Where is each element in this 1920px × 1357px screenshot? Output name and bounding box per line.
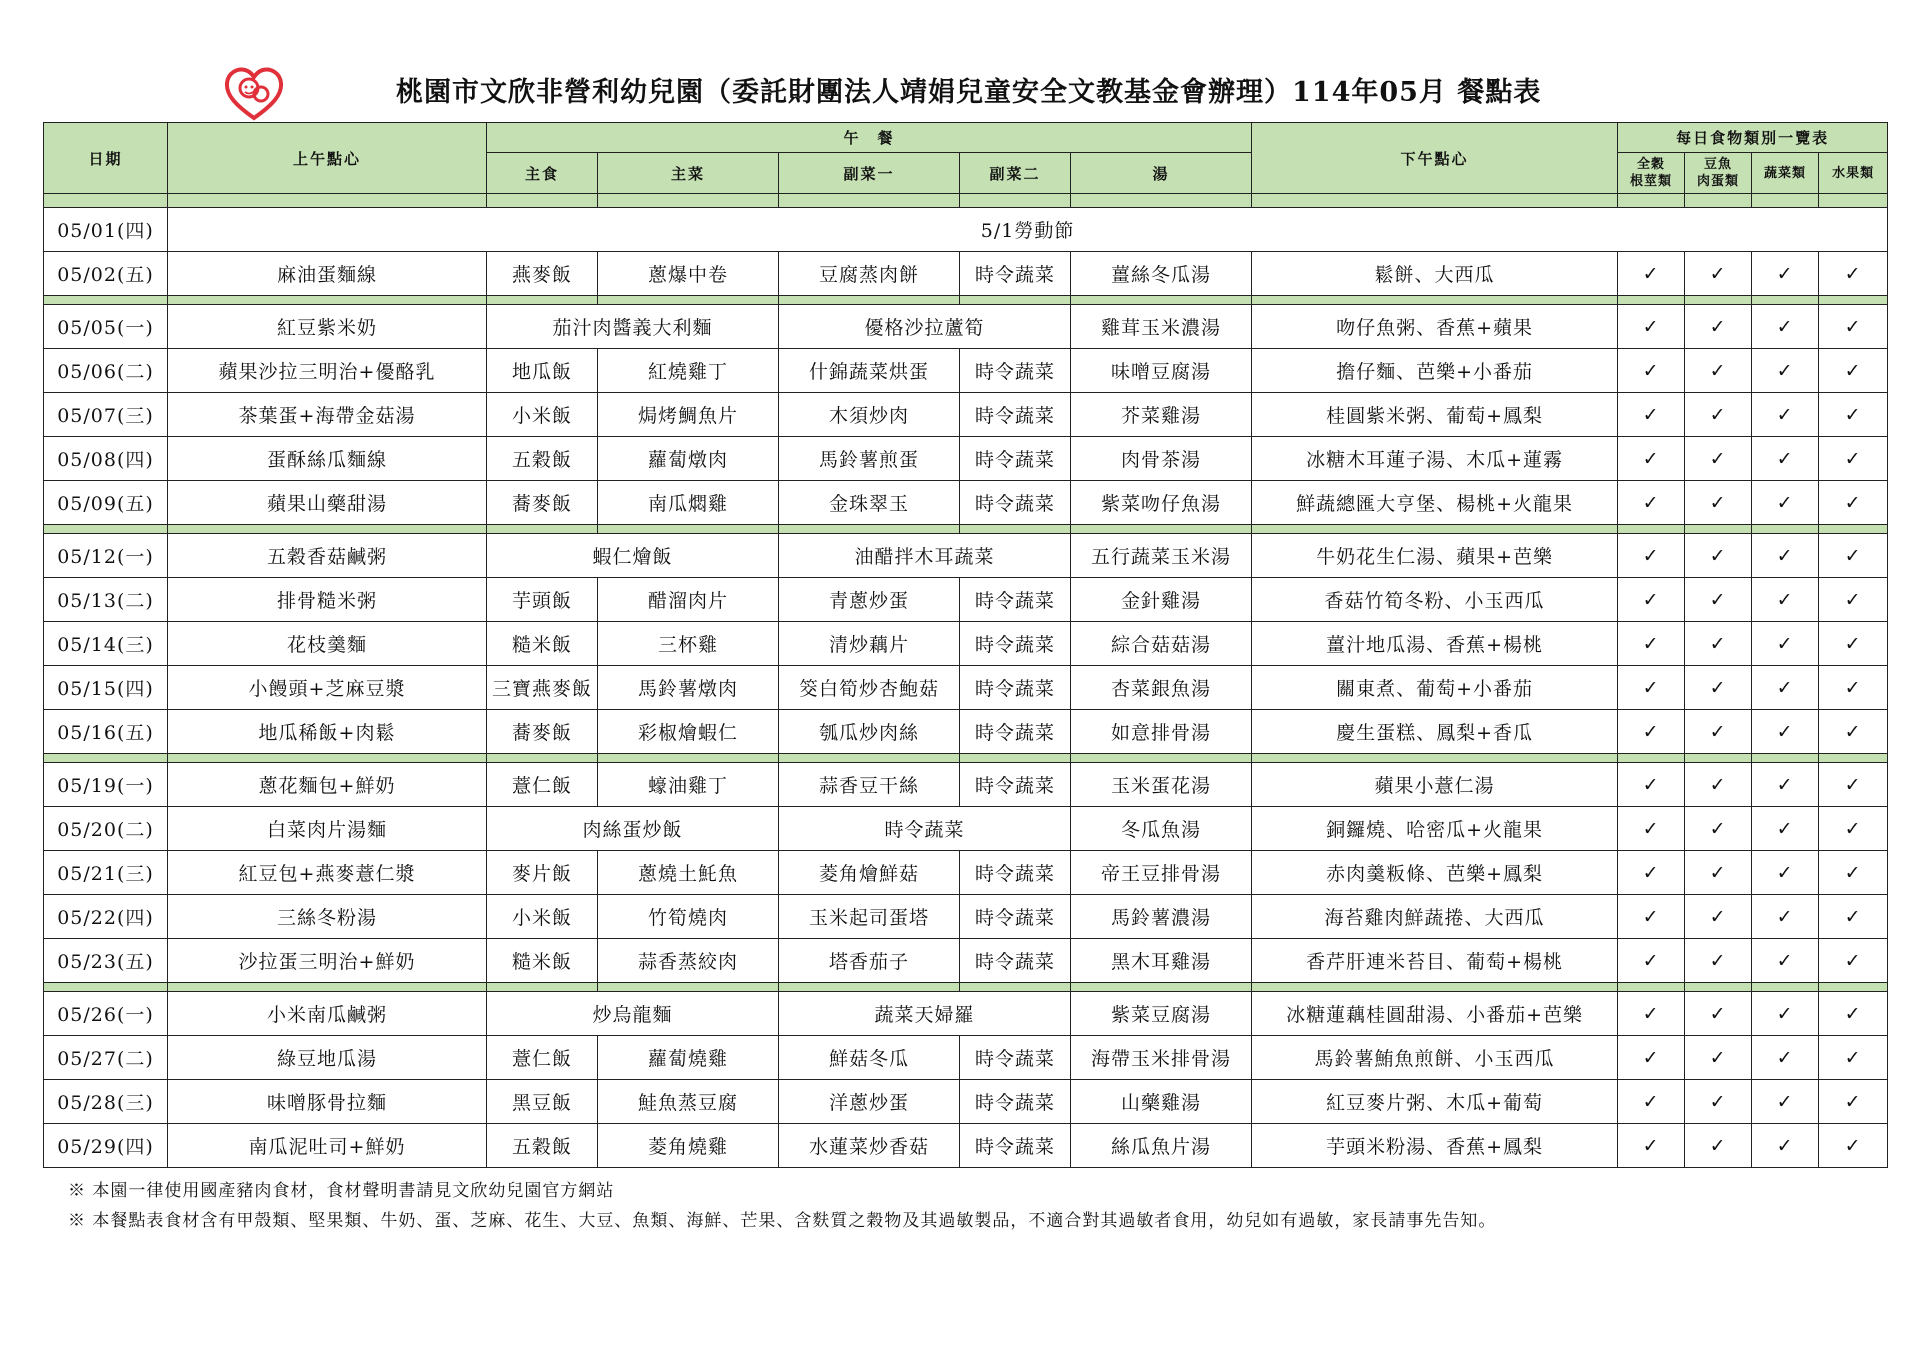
morning-snack-cell: 味噌豚骨拉麵	[168, 1080, 487, 1124]
side-dish-2-cell: 時令蔬菜	[960, 1124, 1071, 1168]
date-cell: 05/07(三)	[44, 393, 168, 437]
side-dish-2-cell: 時令蔬菜	[960, 252, 1071, 296]
side-dish-2-cell: 時令蔬菜	[960, 481, 1071, 525]
side-dish-1-cell: 豆腐蒸肉餅	[779, 252, 960, 296]
header-date: 日期	[44, 123, 168, 194]
staple-cell: 燕麥飯	[487, 252, 598, 296]
staple-cell: 小米飯	[487, 895, 598, 939]
side-dish-2-cell: 時令蔬菜	[960, 578, 1071, 622]
table-row	[44, 939, 1888, 983]
lunch-staple-main-cell: 茄汁肉醬義大利麵	[487, 305, 779, 349]
header-gap-row	[44, 194, 1888, 208]
date-cell: 05/02(五)	[44, 252, 168, 296]
date-cell: 05/28(三)	[44, 1080, 168, 1124]
staple-cell: 蕎麥飯	[487, 710, 598, 754]
header-side-dish-1: 副菜一	[779, 153, 960, 194]
holiday-row	[44, 208, 1888, 252]
check-mark-icon: ✓	[1752, 622, 1819, 666]
afternoon-snack-cell: 冰糖蓮藕桂圓甜湯、小番茄+芭樂	[1252, 992, 1618, 1036]
soup-cell: 味噌豆腐湯	[1071, 349, 1252, 393]
check-mark-icon: ✓	[1752, 252, 1819, 296]
check-mark-icon: ✓	[1752, 534, 1819, 578]
afternoon-snack-cell: 吻仔魚粥、香蕉+蘋果	[1252, 305, 1618, 349]
header-morning-snack: 上午點心	[168, 123, 487, 194]
check-mark-icon: ✓	[1618, 851, 1685, 895]
check-mark-icon: ✓	[1819, 252, 1888, 296]
check-mark-icon: ✓	[1752, 1036, 1819, 1080]
week-separator	[44, 754, 1888, 763]
table-row	[44, 1080, 1888, 1124]
week-separator	[44, 983, 1888, 992]
header-afternoon-snack: 下午點心	[1252, 123, 1618, 194]
side-dish-2-cell: 時令蔬菜	[960, 1036, 1071, 1080]
main-dish-cell: 三杯雞	[598, 622, 779, 666]
check-mark-icon: ✓	[1618, 349, 1685, 393]
morning-snack-cell: 五穀香菇鹹粥	[168, 534, 487, 578]
side-dish-1-cell: 筊白筍炒杏鮑菇	[779, 666, 960, 710]
check-mark-icon: ✓	[1618, 578, 1685, 622]
afternoon-snack-cell: 擔仔麵、芭樂+小番茄	[1252, 349, 1618, 393]
afternoon-snack-cell: 牛奶花生仁湯、蘋果+芭樂	[1252, 534, 1618, 578]
check-mark-icon: ✓	[1752, 1124, 1819, 1168]
side-dish-2-cell: 時令蔬菜	[960, 437, 1071, 481]
morning-snack-cell: 蔥花麵包+鮮奶	[168, 763, 487, 807]
morning-snack-cell: 紅豆紫米奶	[168, 305, 487, 349]
check-mark-icon: ✓	[1685, 1124, 1752, 1168]
header-vegetables: 蔬菜類	[1752, 153, 1819, 194]
soup-cell: 紫菜豆腐湯	[1071, 992, 1252, 1036]
header-main-dish: 主菜	[598, 153, 779, 194]
morning-snack-cell: 地瓜稀飯+肉鬆	[168, 710, 487, 754]
side-dish-1-cell: 蒜香豆干絲	[779, 763, 960, 807]
side-dish-1-cell: 瓠瓜炒肉絲	[779, 710, 960, 754]
soup-cell: 芥菜雞湯	[1071, 393, 1252, 437]
check-mark-icon: ✓	[1819, 481, 1888, 525]
check-mark-icon: ✓	[1752, 437, 1819, 481]
soup-cell: 五行蔬菜玉米湯	[1071, 534, 1252, 578]
check-mark-icon: ✓	[1752, 763, 1819, 807]
soup-cell: 肉骨茶湯	[1071, 437, 1252, 481]
check-mark-icon: ✓	[1618, 1080, 1685, 1124]
check-mark-icon: ✓	[1685, 349, 1752, 393]
check-mark-icon: ✓	[1685, 807, 1752, 851]
date-cell: 05/14(三)	[44, 622, 168, 666]
morning-snack-cell: 蛋酥絲瓜麵線	[168, 437, 487, 481]
check-mark-icon: ✓	[1618, 1036, 1685, 1080]
check-mark-icon: ✓	[1819, 534, 1888, 578]
side-dish-1-cell: 玉米起司蛋塔	[779, 895, 960, 939]
main-dish-cell: 彩椒燴蝦仁	[598, 710, 779, 754]
check-mark-icon: ✓	[1618, 622, 1685, 666]
soup-cell: 絲瓜魚片湯	[1071, 1124, 1252, 1168]
check-mark-icon: ✓	[1685, 393, 1752, 437]
lunch-sides-cell: 優格沙拉蘆筍	[779, 305, 1071, 349]
check-mark-icon: ✓	[1819, 1080, 1888, 1124]
morning-snack-cell: 小米南瓜鹹粥	[168, 992, 487, 1036]
side-dish-1-cell: 金珠翠玉	[779, 481, 960, 525]
main-dish-cell: 馬鈴薯燉肉	[598, 666, 779, 710]
holiday-label: 5/1勞動節	[168, 208, 1888, 252]
morning-snack-cell: 綠豆地瓜湯	[168, 1036, 487, 1080]
table-row	[44, 534, 1888, 578]
date-cell: 05/05(一)	[44, 305, 168, 349]
check-mark-icon: ✓	[1752, 939, 1819, 983]
check-mark-icon: ✓	[1752, 578, 1819, 622]
check-mark-icon: ✓	[1685, 763, 1752, 807]
check-mark-icon: ✓	[1685, 666, 1752, 710]
check-mark-icon: ✓	[1618, 992, 1685, 1036]
check-mark-icon: ✓	[1819, 992, 1888, 1036]
afternoon-snack-cell: 芋頭米粉湯、香蕉+鳳梨	[1252, 1124, 1618, 1168]
side-dish-2-cell: 時令蔬菜	[960, 763, 1071, 807]
soup-cell: 綜合菇菇湯	[1071, 622, 1252, 666]
staple-cell: 黑豆飯	[487, 1080, 598, 1124]
soup-cell: 薑絲冬瓜湯	[1071, 252, 1252, 296]
morning-snack-cell: 沙拉蛋三明治+鮮奶	[168, 939, 487, 983]
date-cell: 05/16(五)	[44, 710, 168, 754]
staple-cell: 麥片飯	[487, 851, 598, 895]
main-dish-cell: 蒜香蒸絞肉	[598, 939, 779, 983]
check-mark-icon: ✓	[1819, 851, 1888, 895]
note-allergens: ※ 本餐點表食材含有甲殼類、堅果類、牛奶、蛋、芝麻、花生、大豆、魚類、海鮮、芒果、含麩質之穀物及其過敏製品，不適合對其過敏者食用，幼兒如有過敏，家長請事先告知。	[68, 1211, 1497, 1231]
check-mark-icon: ✓	[1618, 939, 1685, 983]
table-row	[44, 1124, 1888, 1168]
staple-cell: 糙米飯	[487, 939, 598, 983]
side-dish-2-cell: 時令蔬菜	[960, 939, 1071, 983]
side-dish-1-cell: 青蔥炒蛋	[779, 578, 960, 622]
check-mark-icon: ✓	[1685, 578, 1752, 622]
date-cell: 05/29(四)	[44, 1124, 168, 1168]
main-dish-cell: 竹筍燒肉	[598, 895, 779, 939]
side-dish-1-cell: 洋蔥炒蛋	[779, 1080, 960, 1124]
soup-cell: 山藥雞湯	[1071, 1080, 1252, 1124]
afternoon-snack-cell: 紅豆麥片粥、木瓜+葡萄	[1252, 1080, 1618, 1124]
date-cell: 05/01(四)	[44, 208, 168, 252]
table-row	[44, 622, 1888, 666]
table-row	[44, 992, 1888, 1036]
staple-cell: 五穀飯	[487, 1124, 598, 1168]
afternoon-snack-cell: 冰糖木耳蓮子湯、木瓜+蓮霧	[1252, 437, 1618, 481]
check-mark-icon: ✓	[1685, 622, 1752, 666]
soup-cell: 杏菜銀魚湯	[1071, 666, 1252, 710]
check-mark-icon: ✓	[1685, 252, 1752, 296]
side-dish-1-cell: 清炒藕片	[779, 622, 960, 666]
check-mark-icon: ✓	[1685, 939, 1752, 983]
check-mark-icon: ✓	[1685, 992, 1752, 1036]
date-cell: 05/13(二)	[44, 578, 168, 622]
table-row	[44, 349, 1888, 393]
main-dish-cell: 菱角燒雞	[598, 1124, 779, 1168]
afternoon-snack-cell: 馬鈴薯鮪魚煎餅、小玉西瓜	[1252, 1036, 1618, 1080]
header-side-dish-2: 副菜二	[960, 153, 1071, 194]
header-grains: 全穀 根莖類	[1618, 153, 1685, 194]
morning-snack-cell: 花枝羹麵	[168, 622, 487, 666]
soup-cell: 海帶玉米排骨湯	[1071, 1036, 1252, 1080]
morning-snack-cell: 麻油蛋麵線	[168, 252, 487, 296]
check-mark-icon: ✓	[1685, 1080, 1752, 1124]
table-row	[44, 393, 1888, 437]
check-mark-icon: ✓	[1618, 437, 1685, 481]
check-mark-icon: ✓	[1685, 1036, 1752, 1080]
afternoon-snack-cell: 香芹肝連米苔目、葡萄+楊桃	[1252, 939, 1618, 983]
soup-cell: 帝王豆排骨湯	[1071, 851, 1252, 895]
soup-cell: 玉米蛋花湯	[1071, 763, 1252, 807]
header-lunch: 午 餐	[487, 123, 1252, 153]
check-mark-icon: ✓	[1618, 305, 1685, 349]
side-dish-1-cell: 水蓮菜炒香菇	[779, 1124, 960, 1168]
check-mark-icon: ✓	[1819, 305, 1888, 349]
soup-cell: 馬鈴薯濃湯	[1071, 895, 1252, 939]
soup-cell: 金針雞湯	[1071, 578, 1252, 622]
heart-child-logo-icon	[224, 66, 284, 122]
check-mark-icon: ✓	[1618, 481, 1685, 525]
afternoon-snack-cell: 蘋果小薏仁湯	[1252, 763, 1618, 807]
soup-cell: 紫菜吻仔魚湯	[1071, 481, 1252, 525]
header-food-groups: 每日食物類別一覽表	[1618, 123, 1888, 153]
side-dish-2-cell: 時令蔬菜	[960, 349, 1071, 393]
check-mark-icon: ✓	[1752, 393, 1819, 437]
date-cell: 05/20(二)	[44, 807, 168, 851]
page-title: 桃園市文欣非營利幼兒園（委託財團法人靖娟兒童安全文教基金會辦理）114年05月 餐點表	[396, 77, 1542, 108]
check-mark-icon: ✓	[1819, 393, 1888, 437]
check-mark-icon: ✓	[1618, 534, 1685, 578]
note-pork: ※ 本園一律使用國產豬肉食材，食材聲明書請見文欣幼兒園官方網站	[68, 1181, 615, 1201]
check-mark-icon: ✓	[1685, 481, 1752, 525]
afternoon-snack-cell: 慶生蛋糕、鳳梨+香瓜	[1252, 710, 1618, 754]
check-mark-icon: ✓	[1819, 437, 1888, 481]
side-dish-2-cell: 時令蔬菜	[960, 851, 1071, 895]
table-row	[44, 305, 1888, 349]
morning-snack-cell: 蘋果沙拉三明治+優酪乳	[168, 349, 487, 393]
staple-cell: 蕎麥飯	[487, 481, 598, 525]
afternoon-snack-cell: 薑汁地瓜湯、香蕉+楊桃	[1252, 622, 1618, 666]
staple-cell: 芋頭飯	[487, 578, 598, 622]
date-cell: 05/19(一)	[44, 763, 168, 807]
staple-cell: 三寶燕麥飯	[487, 666, 598, 710]
afternoon-snack-cell: 海苔雞肉鮮蔬捲、大西瓜	[1252, 895, 1618, 939]
afternoon-snack-cell: 鮮蔬總匯大亨堡、楊桃+火龍果	[1252, 481, 1618, 525]
side-dish-1-cell: 鮮菇冬瓜	[779, 1036, 960, 1080]
table-row	[44, 1036, 1888, 1080]
afternoon-snack-cell: 香菇竹筍冬粉、小玉西瓜	[1252, 578, 1618, 622]
table-row	[44, 763, 1888, 807]
check-mark-icon: ✓	[1685, 851, 1752, 895]
check-mark-icon: ✓	[1819, 666, 1888, 710]
lunch-staple-main-cell: 炒烏龍麵	[487, 992, 779, 1036]
check-mark-icon: ✓	[1819, 710, 1888, 754]
main-dish-cell: 蔥燒土魠魚	[598, 851, 779, 895]
check-mark-icon: ✓	[1618, 393, 1685, 437]
check-mark-icon: ✓	[1618, 252, 1685, 296]
morning-snack-cell: 南瓜泥吐司+鮮奶	[168, 1124, 487, 1168]
staple-cell: 薏仁飯	[487, 1036, 598, 1080]
week-separator	[44, 525, 1888, 534]
notes	[68, 1176, 1496, 1236]
date-cell: 05/15(四)	[44, 666, 168, 710]
side-dish-1-cell: 木須炒肉	[779, 393, 960, 437]
soup-cell: 黑木耳雞湯	[1071, 939, 1252, 983]
table-row	[44, 252, 1888, 296]
lunch-staple-main-cell: 蝦仁燴飯	[487, 534, 779, 578]
check-mark-icon: ✓	[1819, 939, 1888, 983]
morning-snack-cell: 三絲冬粉湯	[168, 895, 487, 939]
table-row	[44, 710, 1888, 754]
check-mark-icon: ✓	[1752, 481, 1819, 525]
table-row	[44, 807, 1888, 851]
staple-cell: 五穀飯	[487, 437, 598, 481]
check-mark-icon: ✓	[1819, 578, 1888, 622]
check-mark-icon: ✓	[1819, 895, 1888, 939]
check-mark-icon: ✓	[1618, 666, 1685, 710]
side-dish-2-cell: 時令蔬菜	[960, 622, 1071, 666]
check-mark-icon: ✓	[1752, 1080, 1819, 1124]
date-cell: 05/23(五)	[44, 939, 168, 983]
staple-cell: 地瓜飯	[487, 349, 598, 393]
main-dish-cell: 蘿蔔燉肉	[598, 437, 779, 481]
check-mark-icon: ✓	[1752, 305, 1819, 349]
main-dish-cell: 醋溜肉片	[598, 578, 779, 622]
check-mark-icon: ✓	[1752, 666, 1819, 710]
table-row	[44, 578, 1888, 622]
side-dish-1-cell: 菱角燴鮮菇	[779, 851, 960, 895]
morning-snack-cell: 白菜肉片湯麵	[168, 807, 487, 851]
side-dish-2-cell: 時令蔬菜	[960, 1080, 1071, 1124]
main-dish-cell: 蔥爆中卷	[598, 252, 779, 296]
staple-cell: 小米飯	[487, 393, 598, 437]
meal-table	[43, 122, 1887, 1180]
check-mark-icon: ✓	[1685, 305, 1752, 349]
lunch-staple-main-cell: 肉絲蛋炒飯	[487, 807, 779, 851]
main-dish-cell: 蘿蔔燒雞	[598, 1036, 779, 1080]
side-dish-2-cell: 時令蔬菜	[960, 666, 1071, 710]
check-mark-icon: ✓	[1752, 710, 1819, 754]
date-cell: 05/26(一)	[44, 992, 168, 1036]
table-row	[44, 851, 1888, 895]
soup-cell: 如意排骨湯	[1071, 710, 1252, 754]
check-mark-icon: ✓	[1618, 895, 1685, 939]
table-row	[44, 895, 1888, 939]
check-mark-icon: ✓	[1752, 851, 1819, 895]
lunch-sides-cell: 油醋拌木耳蔬菜	[779, 534, 1071, 578]
soup-cell: 雞茸玉米濃湯	[1071, 305, 1252, 349]
header-staple: 主食	[487, 153, 598, 194]
header-soup: 湯	[1071, 153, 1252, 194]
main-dish-cell: 焗烤鯛魚片	[598, 393, 779, 437]
week-separator	[44, 296, 1888, 305]
check-mark-icon: ✓	[1752, 807, 1819, 851]
table-row	[44, 437, 1888, 481]
date-cell: 05/22(四)	[44, 895, 168, 939]
check-mark-icon: ✓	[1819, 1124, 1888, 1168]
side-dish-2-cell: 時令蔬菜	[960, 895, 1071, 939]
side-dish-1-cell: 什錦蔬菜烘蛋	[779, 349, 960, 393]
table-row	[44, 481, 1888, 525]
afternoon-snack-cell: 鬆餅、大西瓜	[1252, 252, 1618, 296]
side-dish-1-cell: 馬鈴薯煎蛋	[779, 437, 960, 481]
header-protein: 豆魚 肉蛋類	[1685, 153, 1752, 194]
morning-snack-cell: 排骨糙米粥	[168, 578, 487, 622]
check-mark-icon: ✓	[1685, 437, 1752, 481]
afternoon-snack-cell: 關東煮、葡萄+小番茄	[1252, 666, 1618, 710]
check-mark-icon: ✓	[1819, 763, 1888, 807]
date-cell: 05/09(五)	[44, 481, 168, 525]
date-cell: 05/27(二)	[44, 1036, 168, 1080]
check-mark-icon: ✓	[1819, 349, 1888, 393]
date-cell: 05/08(四)	[44, 437, 168, 481]
morning-snack-cell: 紅豆包+燕麥薏仁漿	[168, 851, 487, 895]
check-mark-icon: ✓	[1819, 1036, 1888, 1080]
side-dish-2-cell: 時令蔬菜	[960, 710, 1071, 754]
date-cell: 05/06(二)	[44, 349, 168, 393]
afternoon-snack-cell: 赤肉羹粄條、芭樂+鳳梨	[1252, 851, 1618, 895]
check-mark-icon: ✓	[1685, 710, 1752, 754]
check-mark-icon: ✓	[1819, 622, 1888, 666]
main-dish-cell: 南瓜燜雞	[598, 481, 779, 525]
soup-cell: 冬瓜魚湯	[1071, 807, 1252, 851]
main-dish-cell: 蠔油雞丁	[598, 763, 779, 807]
afternoon-snack-cell: 銅鑼燒、哈密瓜+火龍果	[1252, 807, 1618, 851]
check-mark-icon: ✓	[1618, 710, 1685, 754]
check-mark-icon: ✓	[1685, 534, 1752, 578]
check-mark-icon: ✓	[1752, 349, 1819, 393]
lunch-sides-cell: 蔬菜天婦羅	[779, 992, 1071, 1036]
check-mark-icon: ✓	[1618, 763, 1685, 807]
check-mark-icon: ✓	[1752, 895, 1819, 939]
check-mark-icon: ✓	[1618, 807, 1685, 851]
side-dish-1-cell: 塔香茄子	[779, 939, 960, 983]
staple-cell: 薏仁飯	[487, 763, 598, 807]
check-mark-icon: ✓	[1819, 807, 1888, 851]
check-mark-icon: ✓	[1618, 1124, 1685, 1168]
morning-snack-cell: 小饅頭+芝麻豆漿	[168, 666, 487, 710]
check-mark-icon: ✓	[1752, 992, 1819, 1036]
side-dish-2-cell: 時令蔬菜	[960, 393, 1071, 437]
morning-snack-cell: 蘋果山藥甜湯	[168, 481, 487, 525]
table-row	[44, 666, 1888, 710]
check-mark-icon: ✓	[1685, 895, 1752, 939]
date-cell: 05/21(三)	[44, 851, 168, 895]
afternoon-snack-cell: 桂圓紫米粥、葡萄+鳳梨	[1252, 393, 1618, 437]
main-dish-cell: 鮭魚蒸豆腐	[598, 1080, 779, 1124]
lunch-sides-cell: 時令蔬菜	[779, 807, 1071, 851]
staple-cell: 糙米飯	[487, 622, 598, 666]
date-cell: 05/12(一)	[44, 534, 168, 578]
morning-snack-cell: 茶葉蛋+海帶金菇湯	[168, 393, 487, 437]
header-fruit: 水果類	[1819, 153, 1888, 194]
main-dish-cell: 紅燒雞丁	[598, 349, 779, 393]
